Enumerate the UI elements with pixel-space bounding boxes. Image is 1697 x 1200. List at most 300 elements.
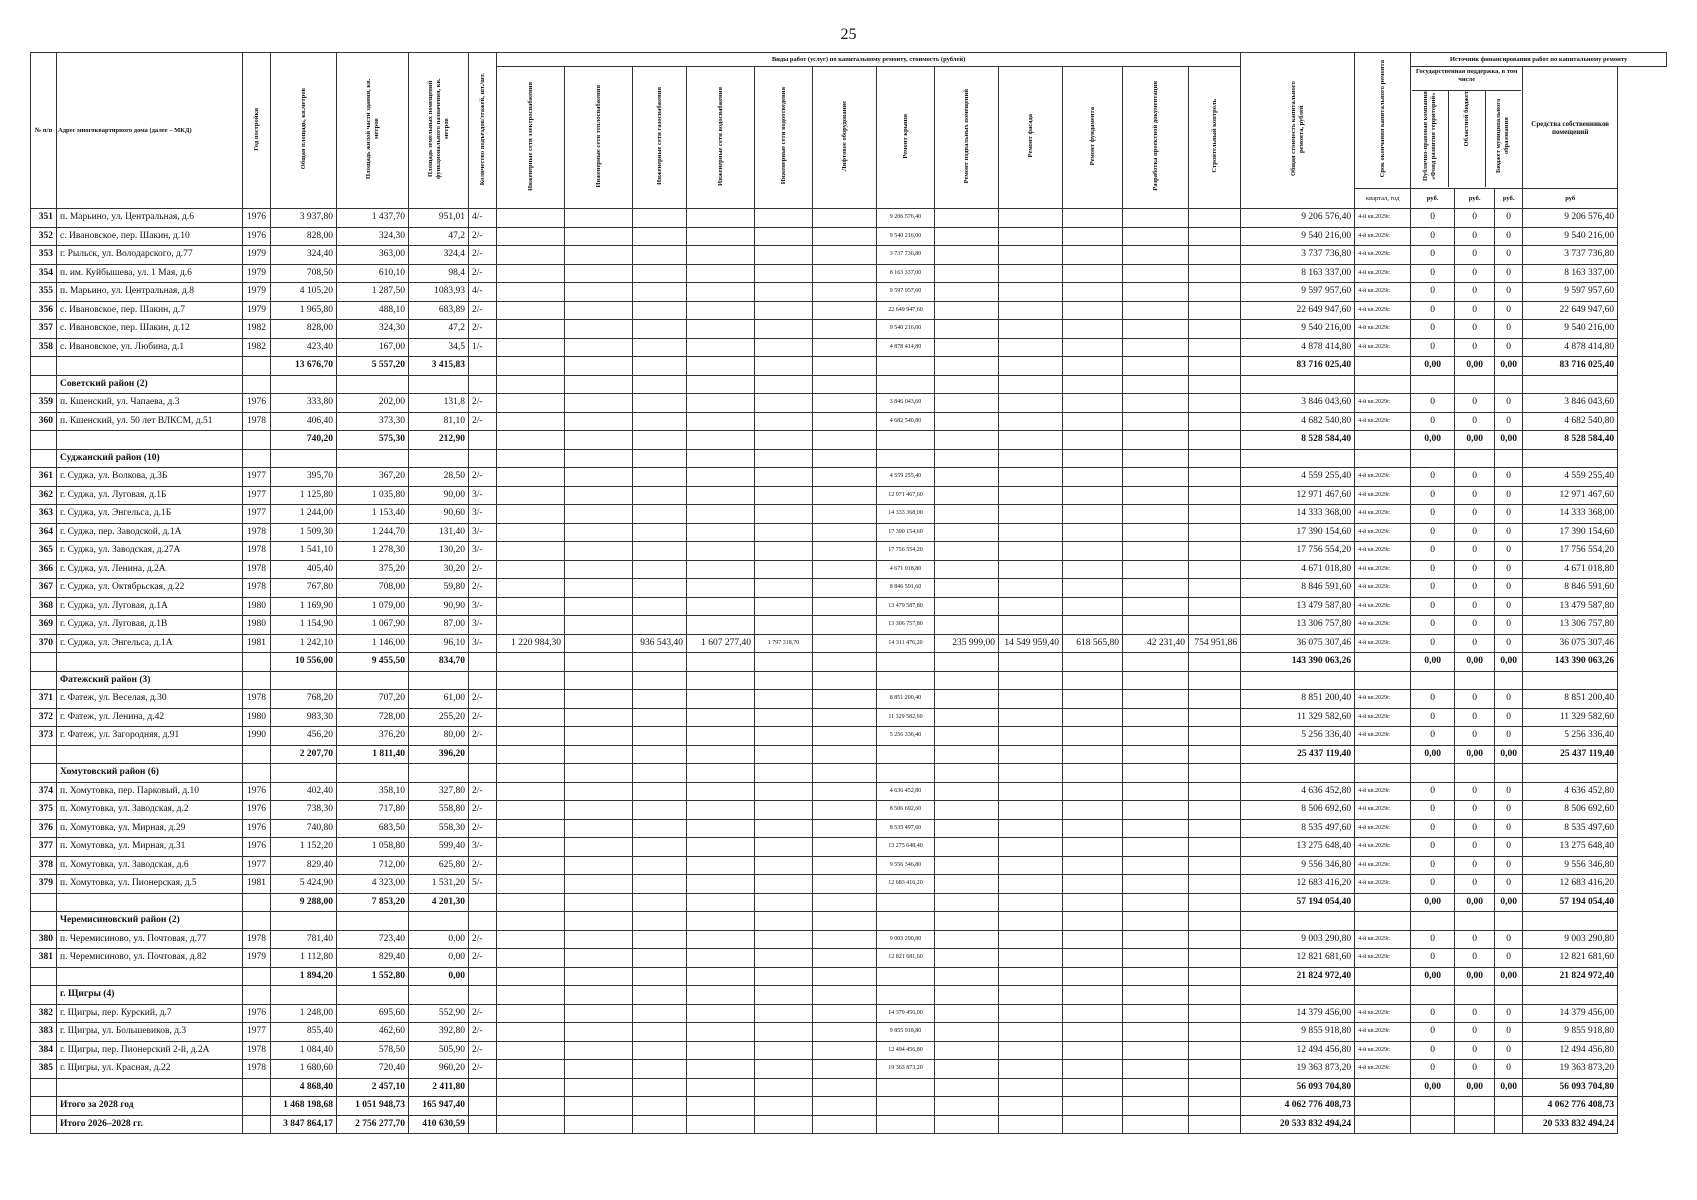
- empty-cell: [565, 986, 633, 1005]
- cell-floors: 1/-: [469, 338, 497, 357]
- cell-work-water: [687, 560, 755, 579]
- cell-work-base: [935, 1060, 999, 1079]
- cell-fund: 0: [1411, 579, 1455, 598]
- cell-work-design: [1123, 838, 1189, 857]
- cell-total-cost: 3 846 043,60: [1241, 394, 1355, 413]
- cell-work-facade: [999, 505, 1063, 524]
- cell-work-sew: [755, 1078, 813, 1097]
- cell-work-el: [497, 1041, 565, 1060]
- cell-term: 4-й кв.2029г.: [1355, 468, 1411, 487]
- cell-idx: 362: [31, 486, 57, 505]
- cell-fund: 0: [1411, 690, 1455, 709]
- cell-work-found: [1063, 246, 1123, 265]
- cell-work-sew: [755, 838, 813, 857]
- cell-work-lift: [813, 209, 877, 228]
- empty-cell: [1189, 986, 1241, 1005]
- cell-fund: 0,00: [1411, 967, 1455, 986]
- cell-term: 4-й кв.2029г.: [1355, 412, 1411, 431]
- cell-work-water: [687, 412, 755, 431]
- cell-owners: 3 846 043,60: [1523, 394, 1618, 413]
- cell-municipal: 0: [1495, 542, 1523, 561]
- cell-work-el: [497, 468, 565, 487]
- cell-work-found: [1063, 838, 1123, 857]
- cell-regional: 0: [1455, 856, 1495, 875]
- cell-work-lift: [813, 745, 877, 764]
- cell-work-heat: [565, 1023, 633, 1042]
- table-row: [31, 412, 1667, 431]
- cell-work-lift: [813, 560, 877, 579]
- cell-address: п. Хомутовка, пер. Парковый, д.10: [57, 782, 243, 801]
- cell-work-found: [1063, 1060, 1123, 1079]
- cell-living-area: 363,00: [337, 246, 409, 265]
- cell-work-design: [1123, 597, 1189, 616]
- cell-living-area: 1 058,80: [337, 838, 409, 857]
- header-municipal: Бюджет муниципального образования: [1495, 98, 1511, 174]
- cell-regional: 0: [1455, 597, 1495, 616]
- cell-work-ctrl: [1189, 875, 1241, 894]
- cell-work-found: [1063, 394, 1123, 413]
- cell-municipal: 0,00: [1495, 967, 1523, 986]
- cell-common-area: 47,2: [409, 227, 469, 246]
- empty-cell: [1523, 912, 1618, 931]
- cell-work-heat: [565, 690, 633, 709]
- cell-work-found: [1063, 357, 1123, 376]
- cell-work-roof: 17 390 154,60: [877, 523, 935, 542]
- cell-work-roof: 9 556 346,80: [877, 856, 935, 875]
- cell-work-lift: [813, 431, 877, 450]
- table-row: [31, 468, 1667, 487]
- cell-address: п. Хомутовка, ул. Пионерская, д.5: [57, 875, 243, 894]
- cell-living-area: 717,80: [337, 801, 409, 820]
- cell-work-design: [1123, 246, 1189, 265]
- cell-municipal: 0,00: [1495, 431, 1523, 450]
- cell-fund: 0: [1411, 930, 1455, 949]
- cell-work-sew: [755, 523, 813, 542]
- cell-work-sew: [755, 727, 813, 746]
- cell-work-lift: [813, 930, 877, 949]
- grand-total-row: [31, 1115, 1667, 1134]
- cell-work-water: [687, 523, 755, 542]
- cell-work-design: [1123, 1004, 1189, 1023]
- cell-year: 1977: [243, 468, 271, 487]
- cell-municipal: 0: [1495, 468, 1523, 487]
- cell-idx: 377: [31, 838, 57, 857]
- cell-work-gas: [633, 394, 687, 413]
- cell-work-design: [1123, 301, 1189, 320]
- cell-floors: 2/-: [469, 579, 497, 598]
- cell-work-lift: [813, 542, 877, 561]
- cell-fund: 0: [1411, 560, 1455, 579]
- cell-work-ctrl: [1189, 1097, 1241, 1116]
- cell-term: 4-й кв.2029г.: [1355, 338, 1411, 357]
- cell-work-ctrl: [1189, 523, 1241, 542]
- cell-regional: 0: [1455, 579, 1495, 598]
- cell-work-heat: [565, 856, 633, 875]
- empty-cell: [243, 449, 271, 468]
- cell-idx: 369: [31, 616, 57, 635]
- cell-common-area: 61,00: [409, 690, 469, 709]
- cell-work-gas: [633, 616, 687, 635]
- cell-common-area: 625,80: [409, 856, 469, 875]
- cell-work-facade: [999, 1041, 1063, 1060]
- cell-work-water: [687, 468, 755, 487]
- cell-owners: 4 682 540,80: [1523, 412, 1618, 431]
- cell-work-ctrl: [1189, 708, 1241, 727]
- cell-work-design: [1123, 1097, 1189, 1116]
- cell-work-base: [935, 394, 999, 413]
- cell-fund: 0,00: [1411, 357, 1455, 376]
- cell-work-base: [935, 209, 999, 228]
- cell-work-base: [935, 320, 999, 339]
- cell-floors: [469, 745, 497, 764]
- cell-work-gas: [633, 560, 687, 579]
- cell-idx: 385: [31, 1060, 57, 1079]
- cell-work-roof: 8 535 497,60: [877, 819, 935, 838]
- empty-cell: [877, 375, 935, 394]
- cell-work-el: [497, 227, 565, 246]
- cell-living-area: 1 146,00: [337, 634, 409, 653]
- cell-work-facade: [999, 431, 1063, 450]
- cell-work-water: [687, 1023, 755, 1042]
- cell-idx: [31, 893, 57, 912]
- cell-address: п. им. Куйбышева, ул. 1 Мая, д.6: [57, 264, 243, 283]
- cell-floors: 2/-: [469, 708, 497, 727]
- header-work-control: Строительный контроль: [1189, 67, 1241, 209]
- cell-floors: 2/-: [469, 1004, 497, 1023]
- header-work-water: Инженерные сети водоснабжения: [687, 67, 755, 209]
- cell-work-base: [935, 1023, 999, 1042]
- cell-regional: 0: [1455, 708, 1495, 727]
- cell-fund: 0: [1411, 283, 1455, 302]
- cell-work-base: [935, 1078, 999, 1097]
- cell-owners: 25 437 119,40: [1523, 745, 1618, 764]
- empty-cell: [271, 375, 337, 394]
- cell-work-ctrl: [1189, 819, 1241, 838]
- cell-total-area: 1 248,00: [271, 1004, 337, 1023]
- header-work-design: Разработка проектной документации: [1123, 67, 1189, 209]
- cell-fund: 0: [1411, 875, 1455, 894]
- cell-work-lift: [813, 856, 877, 875]
- cell-work-ctrl: [1189, 505, 1241, 524]
- cell-work-base: [935, 357, 999, 376]
- cell-total-area: 324,40: [271, 246, 337, 265]
- cell-work-el: [497, 616, 565, 635]
- cell-floors: 3/-: [469, 542, 497, 561]
- cell-work-roof: 12 821 681,60: [877, 949, 935, 968]
- cell-total-cost: 4 682 540,80: [1241, 412, 1355, 431]
- cell-work-lift: [813, 690, 877, 709]
- empty-cell: [565, 764, 633, 783]
- cell-work-base: [935, 542, 999, 561]
- cell-work-heat: [565, 893, 633, 912]
- cell-floors: [469, 431, 497, 450]
- cell-floors: 2/-: [469, 1041, 497, 1060]
- cell-address: п. Хомутовка, ул. Заводская, д.6: [57, 856, 243, 875]
- cell-common-area: 327,80: [409, 782, 469, 801]
- cell-address: г. Фатеж, ул. Веселая, д.30: [57, 690, 243, 709]
- cell-work-ctrl: 754 951,86: [1189, 634, 1241, 653]
- cell-regional: 0: [1455, 523, 1495, 542]
- empty-cell: [1063, 671, 1123, 690]
- cell-total-cost: 12 821 681,60: [1241, 949, 1355, 968]
- cell-work-roof: 12 683 416,20: [877, 875, 935, 894]
- cell-work-water: [687, 431, 755, 450]
- cell-work-lift: [813, 801, 877, 820]
- table-row: [31, 1004, 1667, 1023]
- empty-cell: [469, 375, 497, 394]
- empty-cell: [1411, 986, 1455, 1005]
- cell-work-lift: [813, 1115, 877, 1134]
- cell-idx: 368: [31, 597, 57, 616]
- cell-work-lift: [813, 1023, 877, 1042]
- cell-work-lift: [813, 264, 877, 283]
- cell-owners: 8 846 591,60: [1523, 579, 1618, 598]
- cell-year: [243, 1115, 271, 1134]
- cell-floors: 2/-: [469, 727, 497, 746]
- cell-idx: 361: [31, 468, 57, 487]
- cell-address: г. Суджа, ул. Ленина, д.2А: [57, 560, 243, 579]
- cell-fund: 0: [1411, 338, 1455, 357]
- cell-work-ctrl: [1189, 1023, 1241, 1042]
- cell-living-area: 1 552,80: [337, 967, 409, 986]
- empty-cell: [1355, 986, 1411, 1005]
- cell-term: [1355, 893, 1411, 912]
- cell-regional: 0: [1455, 320, 1495, 339]
- cell-term: 4-й кв.2029г.: [1355, 523, 1411, 542]
- cell-common-area: 505,90: [409, 1041, 469, 1060]
- cell-work-roof: [877, 653, 935, 672]
- table-row: [31, 542, 1667, 561]
- cell-work-facade: [999, 819, 1063, 838]
- cell-work-lift: [813, 283, 877, 302]
- cell-total-area: 983,30: [271, 708, 337, 727]
- cell-work-gas: [633, 1041, 687, 1060]
- cell-work-ctrl: [1189, 1078, 1241, 1097]
- cell-work-design: [1123, 357, 1189, 376]
- cell-address: г. Суджа, пер. Заводской, д.1А: [57, 523, 243, 542]
- cell-work-sew: [755, 745, 813, 764]
- empty-cell: [1241, 764, 1355, 783]
- cell-work-found: [1063, 542, 1123, 561]
- cell-living-area: 1 278,30: [337, 542, 409, 561]
- cell-work-roof: 4 878 414,80: [877, 338, 935, 357]
- cell-municipal: 0: [1495, 486, 1523, 505]
- cell-fund: 0,00: [1411, 431, 1455, 450]
- cell-term: 4-й кв.2029г.: [1355, 634, 1411, 653]
- cell-work-ctrl: [1189, 1004, 1241, 1023]
- empty-cell: [271, 764, 337, 783]
- cell-work-sew: [755, 542, 813, 561]
- empty-cell: [813, 986, 877, 1005]
- empty-cell: [1189, 912, 1241, 931]
- cell-owners: 12 683 416,20: [1523, 875, 1618, 894]
- empty-cell: [1495, 764, 1523, 783]
- table-row: [31, 801, 1667, 820]
- cell-regional: 0: [1455, 412, 1495, 431]
- empty-cell: [877, 986, 935, 1005]
- cell-work-roof: 14 333 368,00: [877, 505, 935, 524]
- cell-work-base: 235 999,00: [935, 634, 999, 653]
- cell-work-base: [935, 505, 999, 524]
- cell-regional: 0,00: [1455, 431, 1495, 450]
- cell-work-gas: [633, 1004, 687, 1023]
- empty-cell: [565, 375, 633, 394]
- cell-municipal: 0: [1495, 801, 1523, 820]
- cell-work-heat: [565, 412, 633, 431]
- empty-cell: [497, 671, 565, 690]
- subtotal-row: [31, 653, 1667, 672]
- cell-address: г. Суджа, ул. Заводская, д.27А: [57, 542, 243, 561]
- cell-floors: 2/-: [469, 320, 497, 339]
- cell-living-area: 1 067,90: [337, 616, 409, 635]
- cell-living-area: 9 455,50: [337, 653, 409, 672]
- cell-work-facade: [999, 227, 1063, 246]
- cell-idx: 370: [31, 634, 57, 653]
- cell-work-sew: [755, 209, 813, 228]
- cell-term: 4-й кв.2029г.: [1355, 801, 1411, 820]
- cell-term: 4-й кв.2029г.: [1355, 486, 1411, 505]
- cell-idx: 354: [31, 264, 57, 283]
- cell-regional: 0,00: [1455, 653, 1495, 672]
- cell-work-gas: [633, 412, 687, 431]
- cell-work-facade: [999, 283, 1063, 302]
- cell-year: 1979: [243, 301, 271, 320]
- cell-term: [1355, 1078, 1411, 1097]
- cell-total-cost: 25 437 119,40: [1241, 745, 1355, 764]
- cell-owners: 14 379 456,00: [1523, 1004, 1618, 1023]
- cell-work-found: [1063, 690, 1123, 709]
- cell-work-lift: [813, 357, 877, 376]
- cell-year: 1976: [243, 209, 271, 228]
- cell-common-area: 960,20: [409, 1060, 469, 1079]
- cell-work-base: [935, 560, 999, 579]
- cell-work-el: [497, 486, 565, 505]
- cell-work-el: [497, 949, 565, 968]
- cell-work-base: [935, 283, 999, 302]
- cell-work-heat: [565, 283, 633, 302]
- cell-work-gas: [633, 283, 687, 302]
- cell-work-heat: [565, 653, 633, 672]
- cell-year: 1976: [243, 838, 271, 857]
- cell-work-water: 1 607 277,40: [687, 634, 755, 653]
- cell-work-lift: [813, 634, 877, 653]
- cell-work-base: [935, 782, 999, 801]
- cell-address: п. Хомутовка, ул. Мирная, д.29: [57, 819, 243, 838]
- district-header-row: [31, 764, 1667, 783]
- cell-work-el: [497, 1004, 565, 1023]
- cell-municipal: 0,00: [1495, 1078, 1523, 1097]
- empty-cell: [337, 986, 409, 1005]
- cell-work-heat: [565, 708, 633, 727]
- empty-cell: [935, 375, 999, 394]
- cell-regional: 0: [1455, 283, 1495, 302]
- cell-work-water: [687, 264, 755, 283]
- empty-cell: [935, 986, 999, 1005]
- cell-work-gas: [633, 264, 687, 283]
- empty-cell: [999, 449, 1063, 468]
- cell-term: 4-й кв.2029г.: [1355, 727, 1411, 746]
- table-row: [31, 209, 1667, 228]
- cell-work-water: [687, 505, 755, 524]
- empty-cell: [243, 986, 271, 1005]
- cell-total-cost: 36 075 307,46: [1241, 634, 1355, 653]
- cell-total-area: 828,00: [271, 227, 337, 246]
- cell-owners: 17 390 154,60: [1523, 523, 1618, 542]
- cell-work-ctrl: [1189, 283, 1241, 302]
- empty-cell: [755, 986, 813, 1005]
- cell-living-area: 575,30: [337, 431, 409, 450]
- cell-work-found: [1063, 745, 1123, 764]
- cell-common-area: 1083,93: [409, 283, 469, 302]
- empty-cell: [877, 671, 935, 690]
- cell-regional: 0: [1455, 246, 1495, 265]
- grand-total-row: [31, 1097, 1667, 1116]
- cell-work-water: [687, 949, 755, 968]
- cell-work-facade: [999, 486, 1063, 505]
- cell-year: 1978: [243, 560, 271, 579]
- cell-work-roof: 19 363 873,20: [877, 1060, 935, 1079]
- cell-idx: 353: [31, 246, 57, 265]
- empty-cell: [337, 912, 409, 931]
- cell-work-el: [497, 856, 565, 875]
- cell-work-found: [1063, 856, 1123, 875]
- cell-work-sew: [755, 782, 813, 801]
- cell-work-facade: [999, 875, 1063, 894]
- cell-work-sew: [755, 1115, 813, 1134]
- cell-work-design: [1123, 1023, 1189, 1042]
- cell-floors: 4/-: [469, 209, 497, 228]
- cell-work-facade: [999, 542, 1063, 561]
- cell-work-facade: [999, 246, 1063, 265]
- cell-owners: 3 737 736,80: [1523, 246, 1618, 265]
- cell-municipal: 0: [1495, 1004, 1523, 1023]
- cell-owners: 83 716 025,40: [1523, 357, 1618, 376]
- table-row: [31, 246, 1667, 265]
- cell-living-area: 683,50: [337, 819, 409, 838]
- cell-living-area: 2 756 277,70: [337, 1115, 409, 1134]
- cell-municipal: 0: [1495, 838, 1523, 857]
- empty-cell: [755, 671, 813, 690]
- cell-work-el: [497, 708, 565, 727]
- cell-work-sew: [755, 801, 813, 820]
- cell-work-ctrl: [1189, 431, 1241, 450]
- cell-total-cost: 17 756 554,20: [1241, 542, 1355, 561]
- cell-idx: 382: [31, 1004, 57, 1023]
- cell-work-facade: 14 549 959,40: [999, 634, 1063, 653]
- cell-address: с. Ивановское, ул. Любина, д.1: [57, 338, 243, 357]
- cell-work-found: [1063, 264, 1123, 283]
- empty-cell: [813, 449, 877, 468]
- cell-work-base: [935, 967, 999, 986]
- cell-work-heat: [565, 523, 633, 542]
- cell-year: 1979: [243, 264, 271, 283]
- cell-work-sew: [755, 486, 813, 505]
- cell-work-base: [935, 1004, 999, 1023]
- cell-owners: 8 506 692,60: [1523, 801, 1618, 820]
- empty-cell: [337, 671, 409, 690]
- empty-cell: [813, 764, 877, 783]
- cell-municipal: 0: [1495, 597, 1523, 616]
- cell-work-gas: [633, 431, 687, 450]
- cell-year: [243, 1097, 271, 1116]
- cell-fund: 0,00: [1411, 653, 1455, 672]
- cell-work-gas: [633, 579, 687, 598]
- empty-cell: [935, 764, 999, 783]
- cell-year: 1976: [243, 394, 271, 413]
- cell-fund: 0: [1411, 782, 1455, 801]
- cell-work-facade: [999, 1097, 1063, 1116]
- cell-owners: 8 851 200,40: [1523, 690, 1618, 709]
